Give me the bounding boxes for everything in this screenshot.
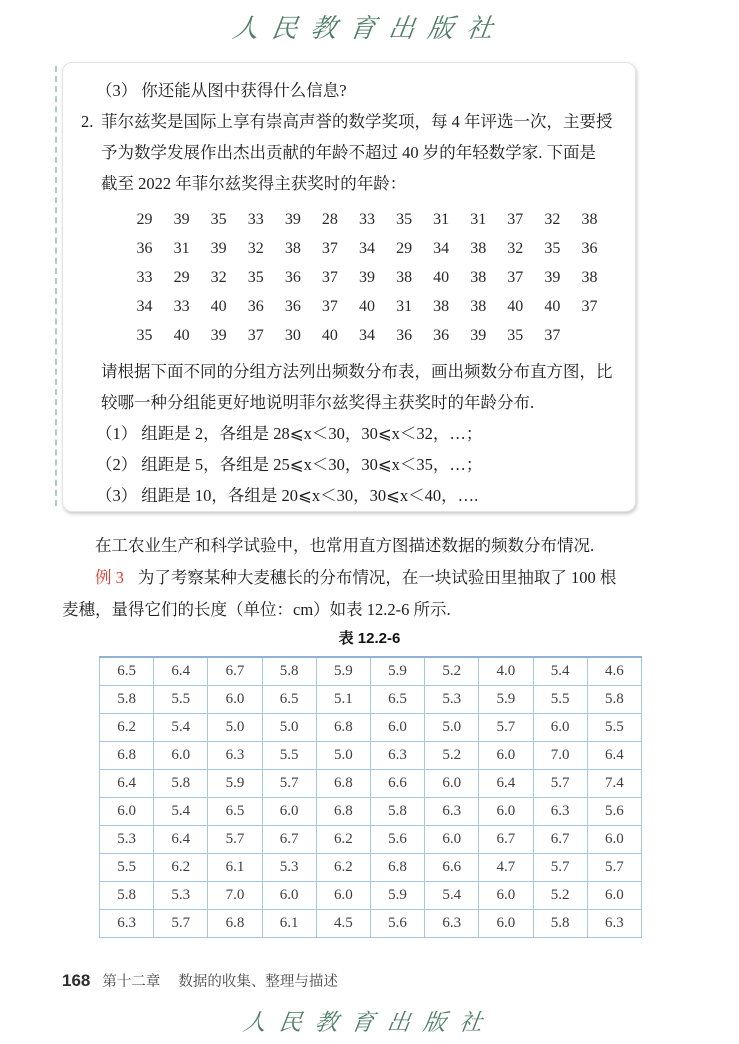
table-cell: 6.3 [587, 910, 641, 938]
age-value: 40 [321, 327, 338, 344]
table-cell: 6.1 [262, 910, 316, 938]
table-cell: 6.8 [316, 714, 370, 742]
question-3-line [96, 75, 635, 106]
table-cell: 6.0 [262, 882, 316, 910]
age-value: 33 [173, 298, 190, 315]
table-cell: 5.8 [370, 798, 424, 826]
question-3-text: 你还能从图中获得什么信息? [141, 81, 347, 100]
example-3-text: 为了考察某种大麦穗长的分布情况，在一块试验田里抽取了 100 根 [137, 568, 617, 587]
table-cell: 6.6 [370, 770, 424, 798]
age-value: 35 [210, 211, 227, 228]
age-value: 37 [321, 269, 338, 286]
age-value: 36 [284, 298, 301, 315]
age-value: 31 [396, 298, 413, 315]
table-row [100, 798, 642, 826]
age-value: 39 [358, 269, 375, 286]
problem-2-text-line: 予为数学发展作出杰出贡献的年龄不超过 40 岁的年轻数学家. 下面是 [101, 143, 596, 162]
table-cell: 5.5 [262, 742, 316, 770]
age-value: 40 [173, 327, 190, 344]
age-value: 29 [136, 211, 153, 228]
age-value: 32 [210, 269, 227, 286]
question-3-label: （3） [96, 81, 138, 100]
table-row [100, 714, 642, 742]
table-cell: 6.2 [100, 714, 154, 742]
table-cell: 6.7 [262, 826, 316, 854]
table-cell: 5.0 [262, 714, 316, 742]
table-cell: 6.5 [208, 798, 262, 826]
table-cell: 5.8 [587, 686, 641, 714]
age-value: 32 [247, 240, 264, 257]
age-value: 29 [396, 240, 413, 257]
table-cell: 6.0 [262, 798, 316, 826]
grouping-item [96, 480, 613, 511]
table-row [100, 826, 642, 854]
problem-2-text-line: 截至 2022 年菲尔兹奖得主获奖时的年龄： [101, 174, 407, 193]
table-cell: 6.7 [533, 826, 587, 854]
footer [62, 970, 338, 991]
table-cell: 5.7 [262, 770, 316, 798]
table-cell: 6.8 [100, 742, 154, 770]
age-value: 37 [581, 298, 598, 315]
table-cell: 6.4 [587, 742, 641, 770]
age-value: 35 [507, 327, 524, 344]
age-value: 37 [247, 327, 264, 344]
table-cell: 5.4 [154, 714, 208, 742]
table-cell: 6.7 [208, 657, 262, 686]
table-cell: 6.5 [100, 657, 154, 686]
table-cell: 5.7 [479, 714, 533, 742]
table-cell: 6.2 [316, 854, 370, 882]
age-value: 40 [433, 269, 450, 286]
age-value: 28 [321, 211, 338, 228]
age-value: 39 [544, 269, 561, 286]
table-cell: 5.7 [533, 854, 587, 882]
table-cell: 6.6 [425, 854, 479, 882]
table-cell: 5.5 [154, 686, 208, 714]
age-value: 31 [470, 211, 487, 228]
age-value: 40 [544, 298, 561, 315]
table-cell: 6.0 [533, 714, 587, 742]
age-value: 38 [470, 298, 487, 315]
table-cell: 6.0 [316, 882, 370, 910]
table-cell: 5.6 [587, 798, 641, 826]
page-number: 168 [62, 971, 91, 990]
table-cell: 5.5 [587, 714, 641, 742]
card-left-dashed-rule [55, 66, 57, 506]
problem-2-body [96, 106, 613, 511]
table-cell: 5.9 [370, 882, 424, 910]
table-cell: 6.4 [100, 770, 154, 798]
table-cell: 6.3 [100, 910, 154, 938]
table-cell: 6.0 [479, 798, 533, 826]
age-value: 31 [433, 211, 450, 228]
table-cell: 5.5 [100, 854, 154, 882]
table-cell: 6.0 [587, 882, 641, 910]
age-value: 34 [358, 327, 375, 344]
age-value: 34 [433, 240, 450, 257]
age-value: 36 [581, 240, 598, 257]
table-cell: 7.0 [533, 742, 587, 770]
table-cell: 6.0 [208, 686, 262, 714]
table-caption: 表 12.2-6 [338, 630, 401, 647]
table-cell: 5.7 [587, 854, 641, 882]
table-cell: 6.0 [479, 882, 533, 910]
example-3-label: 例 3 [95, 568, 124, 587]
table-cell: 4.6 [587, 657, 641, 686]
table-cell: 5.0 [316, 742, 370, 770]
grouping-label: （3） [96, 486, 138, 505]
publisher-logo-bottom: 人民教育出版社 [241, 1010, 497, 1036]
table-cell: 6.8 [316, 798, 370, 826]
table-cell: 5.3 [154, 882, 208, 910]
table-cell: 5.8 [533, 910, 587, 938]
table-cell: 4.0 [479, 657, 533, 686]
age-value: 38 [581, 211, 598, 228]
example-3-line-2: 麦穗，量得它们的长度（单位：cm）如表 12.2-6 所示. [62, 600, 451, 619]
age-value: 37 [544, 327, 561, 344]
table-cell: 5.2 [533, 882, 587, 910]
table-row [100, 686, 642, 714]
table-cell: 6.8 [370, 854, 424, 882]
table-cell: 6.0 [370, 714, 424, 742]
table-cell: 5.2 [425, 742, 479, 770]
table-cell: 6.0 [154, 742, 208, 770]
table-cell: 5.6 [370, 910, 424, 938]
table-cell: 6.8 [316, 770, 370, 798]
age-value: 36 [136, 240, 153, 257]
table-row [100, 882, 642, 910]
age-value: 39 [284, 211, 301, 228]
table-cell: 5.9 [370, 657, 424, 686]
table-cell: 5.8 [154, 770, 208, 798]
table-cell: 6.8 [208, 910, 262, 938]
exercise-card [62, 62, 636, 512]
table-row [100, 657, 642, 686]
table-cell: 5.0 [208, 714, 262, 742]
instruction-line: 请根据下面不同的分组方法列出频数分布表，画出频数分布直方图，比 [101, 362, 613, 381]
table-cell: 6.0 [100, 798, 154, 826]
age-value: 36 [396, 327, 413, 344]
table-row [100, 854, 642, 882]
age-value: 32 [507, 240, 524, 257]
age-value: 35 [396, 211, 413, 228]
age-value: 38 [284, 240, 301, 257]
table-cell: 4.7 [479, 854, 533, 882]
age-value: 35 [247, 269, 264, 286]
table-cell: 6.0 [587, 826, 641, 854]
age-value: 36 [433, 327, 450, 344]
table-cell: 6.0 [479, 910, 533, 938]
table-cell: 5.5 [533, 686, 587, 714]
age-value: 39 [173, 211, 190, 228]
table-cell: 6.7 [479, 826, 533, 854]
barley-table-body [100, 657, 642, 938]
problem-2-item [81, 106, 635, 511]
age-value: 39 [470, 327, 487, 344]
table-cell: 6.3 [425, 798, 479, 826]
age-value: 40 [507, 298, 524, 315]
table-cell: 7.4 [587, 770, 641, 798]
table-cell: 5.9 [208, 770, 262, 798]
age-value: 35 [544, 240, 561, 257]
intro-paragraph: 在工农业生产和科学试验中，也常用直方图描述数据的频数分布情况. [95, 536, 595, 555]
publisher-logo-top: 人民教育出版社 [230, 14, 508, 44]
table-cell: 5.9 [479, 686, 533, 714]
table-cell: 6.2 [154, 854, 208, 882]
table-cell: 5.4 [425, 882, 479, 910]
table-cell: 6.0 [425, 826, 479, 854]
instruction-line: 较哪一种分组能更好地说明菲尔兹奖得主获奖时的年龄分布. [101, 393, 535, 412]
age-value: 33 [247, 211, 264, 228]
table-cell: 6.4 [154, 657, 208, 686]
table-cell: 7.0 [208, 882, 262, 910]
table-cell: 5.8 [100, 882, 154, 910]
age-value: 40 [210, 298, 227, 315]
chapter-label: 第十二章 [102, 974, 161, 990]
table-cell: 5.4 [533, 657, 587, 686]
age-value: 30 [284, 327, 301, 344]
age-value: 38 [470, 269, 487, 286]
table-cell: 5.3 [262, 854, 316, 882]
fields-medal-ages-grid [126, 205, 608, 350]
grouping-item [96, 418, 613, 449]
table-cell: 5.7 [533, 770, 587, 798]
age-value: 31 [173, 240, 190, 257]
grouping-text: 组距是 5，各组是 25⩽x＜30，30⩽x＜35，…； [141, 455, 483, 474]
table-cell: 6.0 [479, 742, 533, 770]
table-cell: 5.7 [154, 910, 208, 938]
age-value: 34 [358, 240, 375, 257]
table-cell: 5.0 [425, 714, 479, 742]
table-row [100, 770, 642, 798]
table-cell: 6.5 [370, 686, 424, 714]
problem-2-text-line: 菲尔兹奖是国际上享有崇高声誉的数学奖项，每 4 年评选一次，主要授 [101, 112, 613, 131]
table-cell: 5.2 [425, 657, 479, 686]
age-value: 37 [321, 298, 338, 315]
table-cell: 6.0 [425, 770, 479, 798]
age-value: 34 [136, 298, 153, 315]
example-3-line-1 [62, 562, 687, 594]
age-value: 38 [470, 240, 487, 257]
age-value: 40 [358, 298, 375, 315]
age-value: 32 [544, 211, 561, 228]
table-cell: 5.8 [262, 657, 316, 686]
problem-2-number: 2. [81, 112, 94, 131]
age-value: 37 [507, 211, 524, 228]
age-value: 36 [284, 269, 301, 286]
age-value: 37 [321, 240, 338, 257]
table-cell: 6.5 [262, 686, 316, 714]
age-value: 36 [247, 298, 264, 315]
table-cell: 6.2 [316, 826, 370, 854]
age-value: 35 [136, 327, 153, 344]
example-3-paragraph [62, 562, 687, 626]
table-cell: 5.4 [154, 798, 208, 826]
table-cell: 5.1 [316, 686, 370, 714]
table-cell: 6.4 [154, 826, 208, 854]
age-value: 39 [210, 240, 227, 257]
age-value: 33 [358, 211, 375, 228]
age-value: 38 [396, 269, 413, 286]
age-value: 29 [173, 269, 190, 286]
table-cell: 6.4 [479, 770, 533, 798]
table-cell: 4.5 [316, 910, 370, 938]
table-row [100, 910, 642, 938]
age-value: 38 [581, 269, 598, 286]
grouping-label: （1） [96, 424, 138, 443]
age-value: 33 [136, 269, 153, 286]
age-value: 37 [507, 269, 524, 286]
table-cell: 6.3 [370, 742, 424, 770]
grouping-label: （2） [96, 455, 138, 474]
table-row [100, 742, 642, 770]
chapter-title: 数据的收集、整理与描述 [178, 974, 338, 990]
table-cell: 5.3 [425, 686, 479, 714]
table-cell: 6.3 [425, 910, 479, 938]
grouping-text: 组距是 2，各组是 28⩽x＜30，30⩽x＜32，…； [141, 424, 483, 443]
table-cell: 5.3 [100, 826, 154, 854]
table-cell: 6.3 [208, 742, 262, 770]
table-cell: 5.9 [316, 657, 370, 686]
table-cell: 5.8 [100, 686, 154, 714]
age-value: 39 [210, 327, 227, 344]
table-cell: 5.6 [370, 826, 424, 854]
barley-length-table [99, 656, 642, 938]
table-cell: 6.3 [533, 798, 587, 826]
age-value: 38 [433, 298, 450, 315]
table-cell: 5.7 [208, 826, 262, 854]
table-cell: 6.1 [208, 854, 262, 882]
grouping-item [96, 449, 613, 480]
grouping-text: 组距是 10，各组是 20⩽x＜30，30⩽x＜40，…. [141, 486, 479, 505]
